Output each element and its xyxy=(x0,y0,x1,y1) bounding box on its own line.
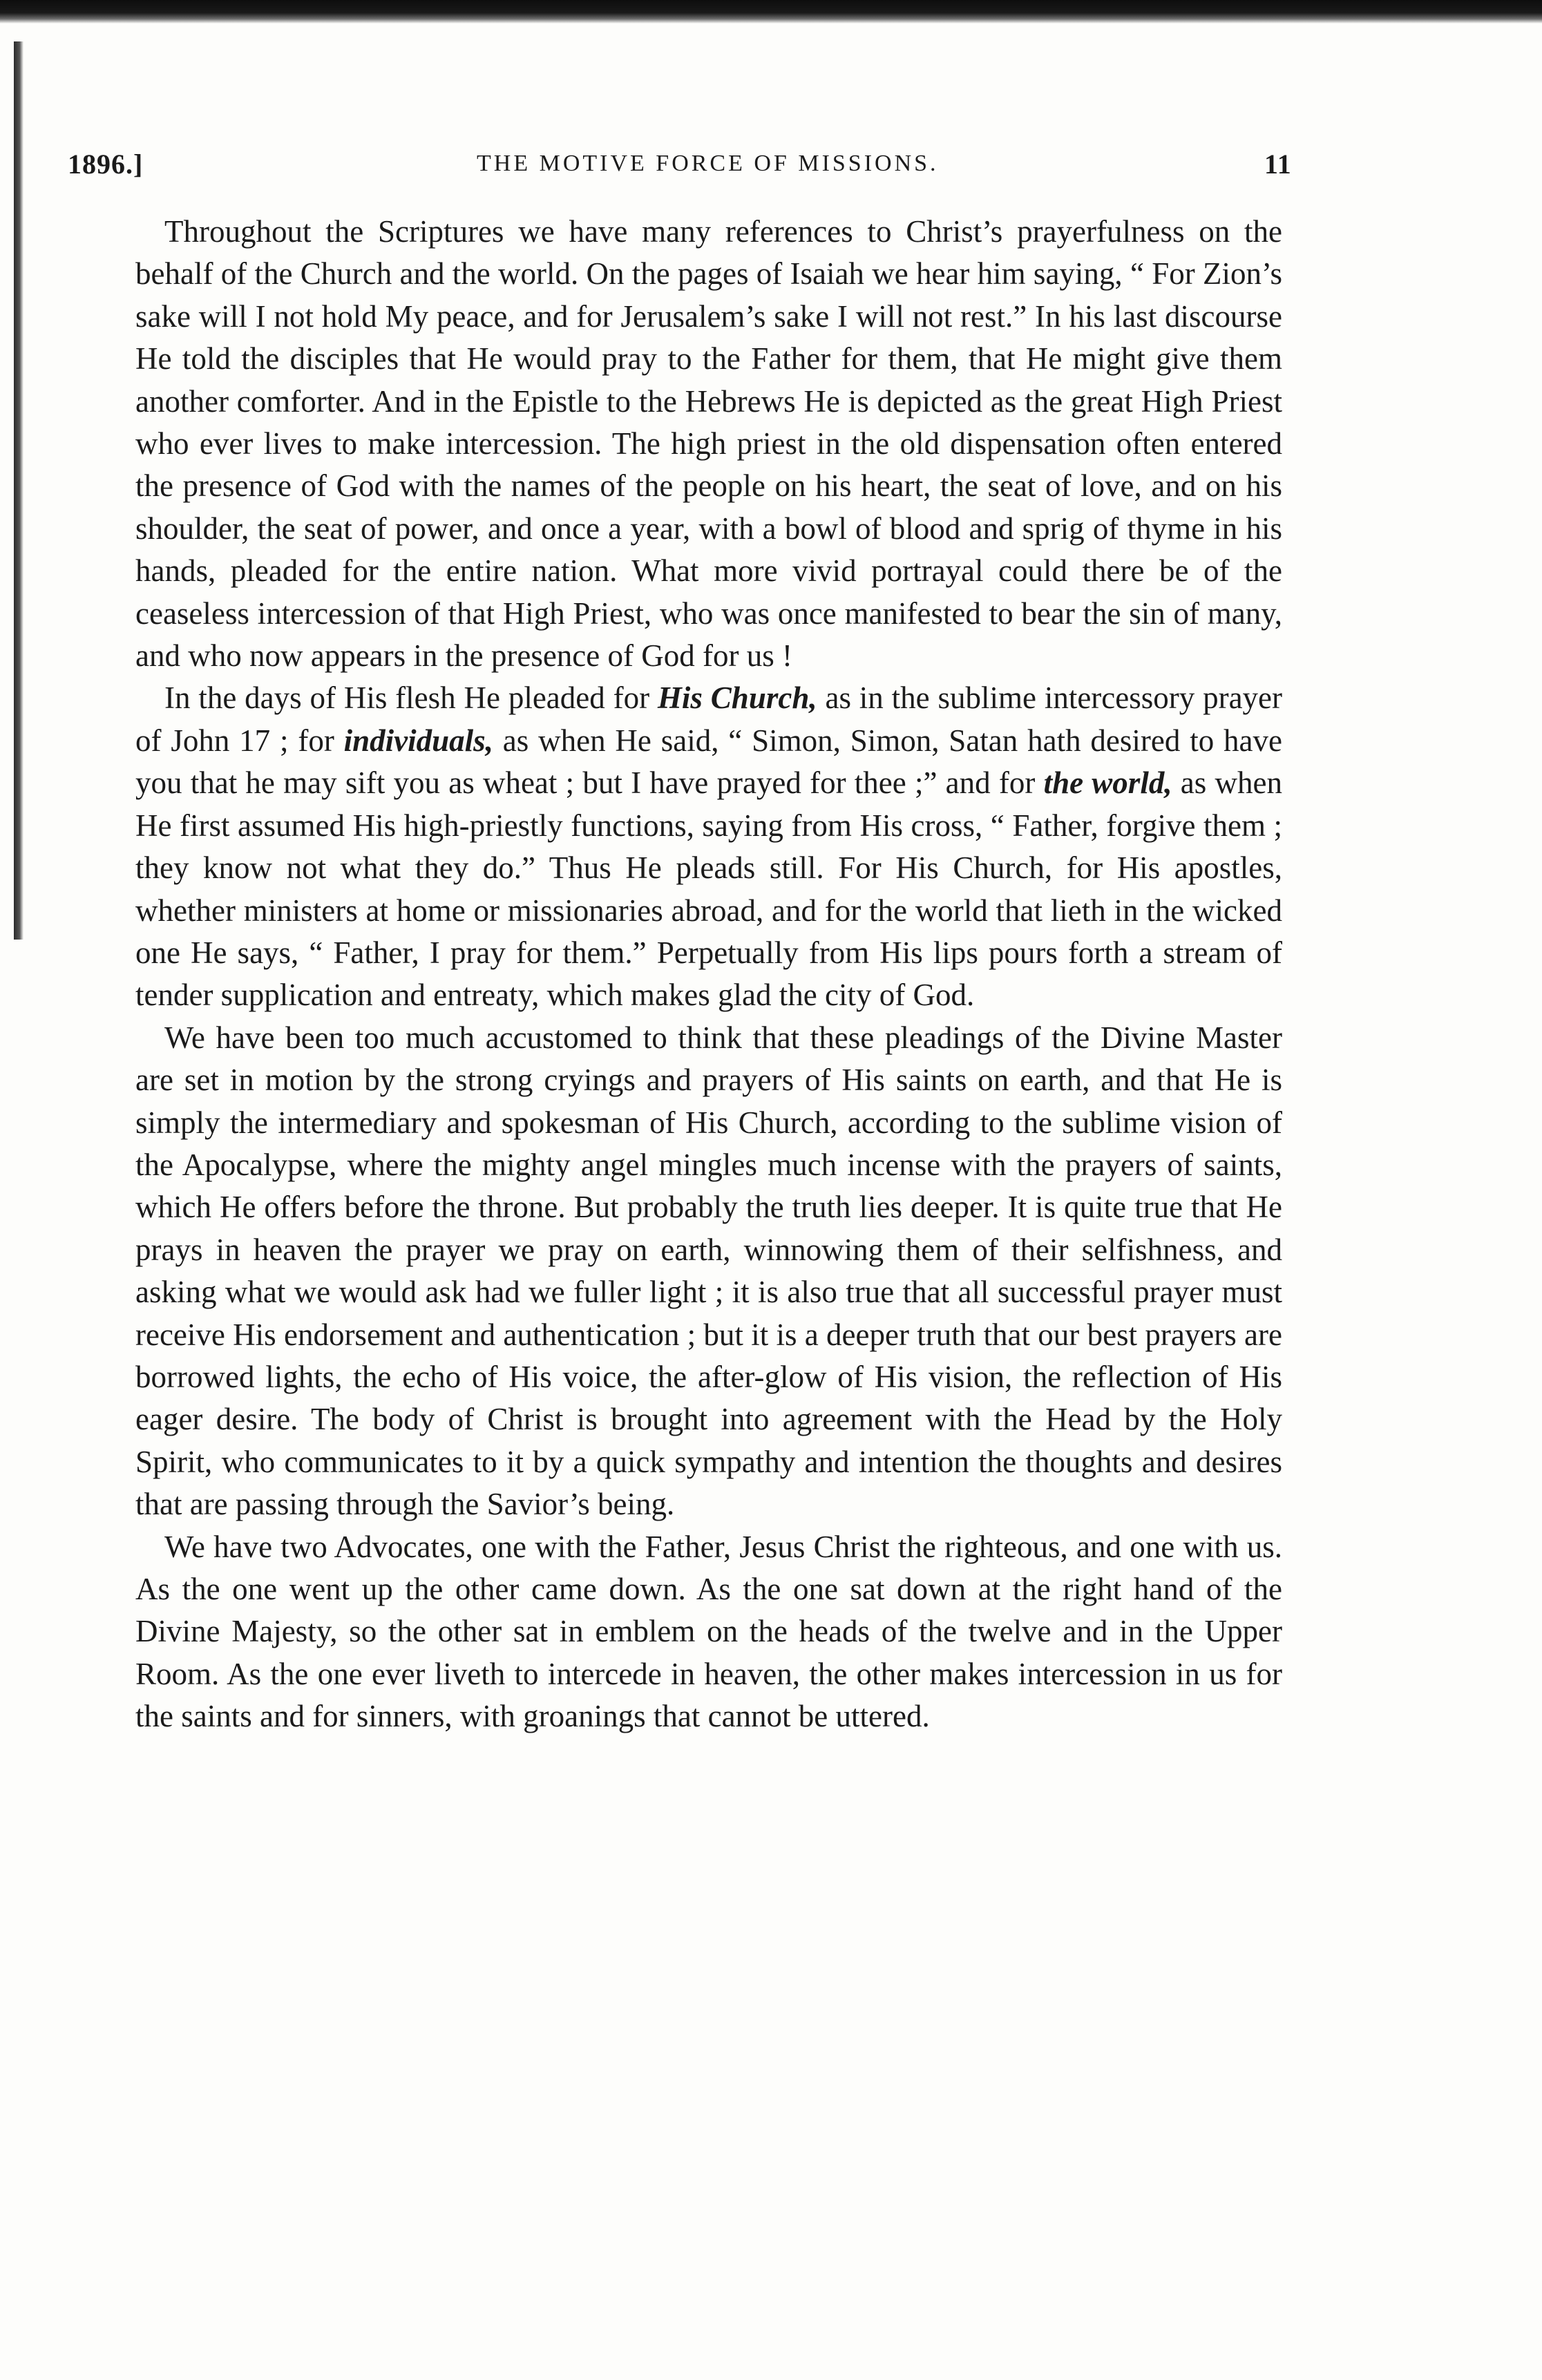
text-run: We have two Advocates, one with the Father, Jesus Christ the righteous, and one with us. As the one went up the other came down. As the one sat down at the right hand of the Divine Majesty, so the other sat in emblem on the heads of the twelve and in the Upper Room. As the one ever liveth to intercede in heaven, the other makes intercession in us for the saints and for sinners, with groanings that cannot be uttered. xyxy=(135,1529,1282,1734)
article-body xyxy=(135,211,1282,1738)
text-run: In the days of His flesh He pleaded for xyxy=(164,680,658,716)
paragraph xyxy=(135,211,1282,677)
header-year: 1896.] xyxy=(68,149,144,180)
italic-phrase: the world, xyxy=(1043,765,1172,801)
italic-phrase: individuals, xyxy=(343,723,493,758)
scan-edge-top xyxy=(0,0,1542,23)
italic-phrase: His Church, xyxy=(657,680,817,716)
paragraph xyxy=(135,677,1282,1016)
text-run: as when He first assumed His high-priestly functions, saying from His cross, “ Father, forgive them ; they know not what they do.” Thus He pleads still. For His Church, for His apostles, whether ministers at home or missionaries abroad, and for the world that lieth in the wicked one He says, “ Father, I pray for them.” Perpetually from His lips pours forth a stream of tender supplication and entreaty, which makes glad the city of God. xyxy=(135,765,1282,1013)
page-number: 11 xyxy=(1264,149,1292,180)
text-run: as when He said, “ Simon, Simon, Satan hath desired to have you that he may sift you as wheat ; but I have prayed for thee ;” and for xyxy=(135,723,1282,801)
paragraph xyxy=(135,1017,1282,1526)
paragraph xyxy=(135,1526,1282,1738)
text-run: as in the sublime intercessory prayer of John 17 ; for xyxy=(135,680,1283,758)
text-run: Throughout the Scriptures we have many references to Christ’s prayerfulness on the behalf of the Church and the world. On the pages of Isaiah we hear him saying, “ For Zion’s sake will I not hold My peace, and for Jerusalem’s sake I will not rest.” In his last discourse He told the disciples that He would pray to the Father for them, that He might give them another comforter. And in the Epistle to the Hebrews He is depicted as the great High Priest who ever lives to make intercession. The high priest in the old dispensation often entered the presence of God with the names of the people on his heart, the seat of love, and on his shoulder, the seat of power, and once a year, with a bowl of blood and sprig of thyme in his hands, pleaded for the entire nation. What more vivid portrayal could there be of the ceaseless intercession of that High Priest, who was once manifested to bear the sin of many, and who now appears in the presence of God for us ! xyxy=(135,214,1282,674)
header-title: THE MOTIVE FORCE OF MISSIONS. xyxy=(477,151,939,176)
running-header xyxy=(0,148,1542,189)
text-run: We have been too much accustomed to think that these pleadings of the Divine Master are set in motion by the strong cryings and prayers of His saints on earth, and that He is simply the intermediary and spokesman of His Church, according to the sublime vision of the Apocalypse, where the mighty angel mingles much incense with the prayers of saints, which He offers before the throne. But probably the truth lies deeper. It is quite true that He prays in heaven the prayer we pray on earth, winnowing them of their selfishness, and asking what we would ask had we fuller light ; it is also true that all successful prayer must receive His endorsement and authentication ; but it is a deeper truth that our best prayers are borrowed lights, the echo of His voice, the after-glow of His vision, the reflection of His eager desire. The body of Christ is brought into agreement with the Head by the Holy Spirit, who communicates to it by a quick sympathy and intention the thoughts and desires that are passing through the Savior’s being. xyxy=(135,1020,1282,1522)
